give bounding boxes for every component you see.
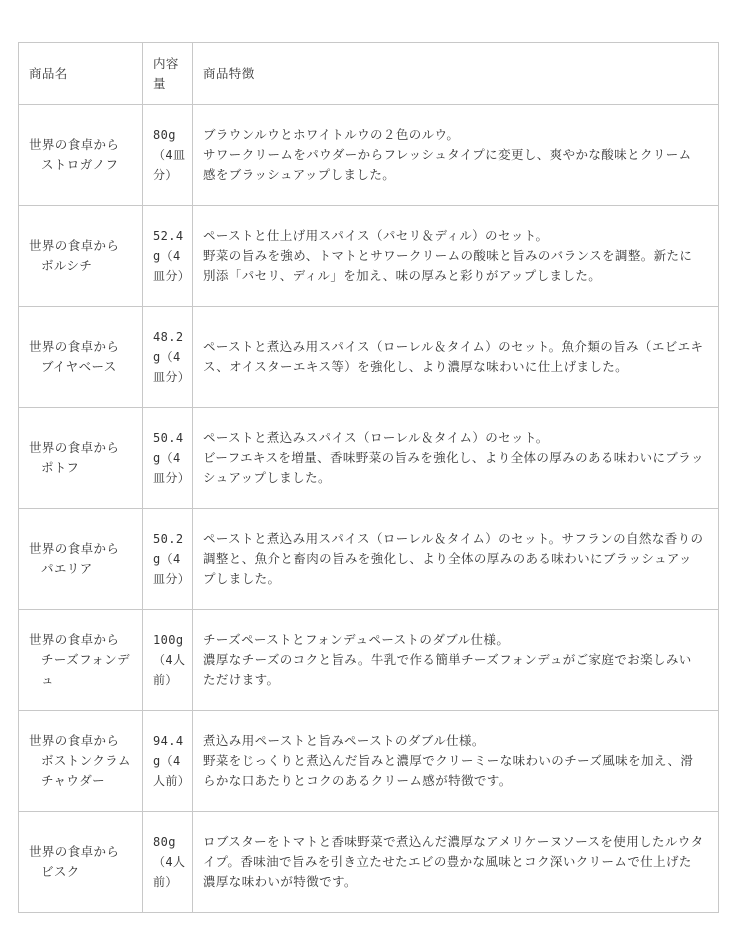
product-name: ストロガノフ: [41, 157, 119, 172]
content-amount-cell: 52.4g（4皿分）: [143, 206, 193, 307]
product-name-cell: [19, 509, 143, 610]
product-features-cell: ペーストと煮込み用スパイス（ローレル＆タイム）のセット。サフランの自然な香りの調整と、魚介と畜肉の旨みを強化し、より全体の厚みのある味わいにブラッシュアップしました。: [193, 509, 719, 610]
header-product-name: 商品名: [19, 43, 143, 105]
product-name-cell: [19, 408, 143, 509]
content-amount-cell: 80g（4人前）: [143, 812, 193, 913]
product-series: 世界の食卓から: [29, 440, 120, 455]
product-name: ボルシチ: [41, 258, 93, 273]
product-series: 世界の食卓から: [29, 844, 120, 859]
product-series: 世界の食卓から: [29, 238, 120, 253]
product-name-cell: [19, 610, 143, 711]
table-row: [19, 206, 719, 307]
table-row: [19, 307, 719, 408]
content-amount-cell: 100g（4人前）: [143, 610, 193, 711]
content-amount-cell: 48.2g（4皿分）: [143, 307, 193, 408]
product-features-cell: ペーストと煮込みスパイス（ローレル＆タイム）のセット。 ビーフエキスを増量、香味野菜の旨みを強化し、より全体の厚みのある味わいにブラッシュアップしました。: [193, 408, 719, 509]
header-product-features: 商品特徴: [193, 43, 719, 105]
product-name-cell: [19, 307, 143, 408]
product-series: 世界の食卓から: [29, 733, 120, 748]
content-amount-cell: 50.4g（4皿分）: [143, 408, 193, 509]
product-name: パエリア: [41, 561, 93, 576]
table-row: [19, 711, 719, 812]
content-amount-cell: 80g（4皿分）: [143, 105, 193, 206]
product-name: ブイヤベース: [41, 359, 117, 374]
product-features-cell: チーズペーストとフォンデュペーストのダブル仕様。 濃厚なチーズのコクと旨み。牛乳で作る簡単チーズフォンデュがご家庭でお楽しみいただけます。: [193, 610, 719, 711]
header-content-amount: 内容量: [143, 43, 193, 105]
product-features-cell: ペーストと仕上げ用スパイス（パセリ＆ディル）のセット。 野菜の旨みを強め、トマトとサワークリームの酸味と旨みのバランスを調整。新たに別添「パセリ、ディル」を加え、味の厚みと彩りがアップしました。: [193, 206, 719, 307]
product-table: [18, 42, 719, 913]
content-amount-cell: 94.4g（4人前）: [143, 711, 193, 812]
table-row: [19, 408, 719, 509]
product-name: ボストンクラムチャウダー: [41, 753, 131, 788]
product-features-cell: ブラウンルウとホワイトルウの２色のルウ。 サワークリームをパウダーからフレッシュタイプに変更し、爽やかな酸味とクリーム感をブラッシュアップしました。: [193, 105, 719, 206]
content-amount-cell: 50.2g（4皿分）: [143, 509, 193, 610]
product-series: 世界の食卓から: [29, 137, 120, 152]
header-row: [19, 43, 719, 105]
table-row: [19, 509, 719, 610]
product-features-cell: 煮込み用ペーストと旨みペーストのダブル仕様。 野菜をじっくりと煮込んだ旨みと濃厚でクリーミーな味わいのチーズ風味を加え、滑らかな口あたりとコクのあるクリーム感が特徴です。: [193, 711, 719, 812]
product-series: 世界の食卓から: [29, 339, 120, 354]
product-name: チーズフォンデュ: [41, 652, 131, 687]
product-name-cell: [19, 711, 143, 812]
product-name: ポトフ: [41, 460, 80, 475]
product-series: 世界の食卓から: [29, 632, 120, 647]
product-name-cell: [19, 105, 143, 206]
product-features-cell: ペーストと煮込み用スパイス（ローレル＆タイム）のセット。魚介類の旨み（エビエキス、オイスターエキス等）を強化し、より濃厚な味わいに仕上げました。: [193, 307, 719, 408]
product-features-cell: ロブスターをトマトと香味野菜で煮込んだ濃厚なアメリケーヌソースを使用したルウタイプ。香味油で旨みを引き立たせたエビの豊かな風味とコク深いクリームで仕上げた濃厚な味わいが特徴です。: [193, 812, 719, 913]
table-row: [19, 812, 719, 913]
table-row: [19, 105, 719, 206]
product-name-cell: [19, 812, 143, 913]
table-row: [19, 610, 719, 711]
product-name: ビスク: [41, 864, 80, 879]
product-series: 世界の食卓から: [29, 541, 120, 556]
product-name-cell: [19, 206, 143, 307]
